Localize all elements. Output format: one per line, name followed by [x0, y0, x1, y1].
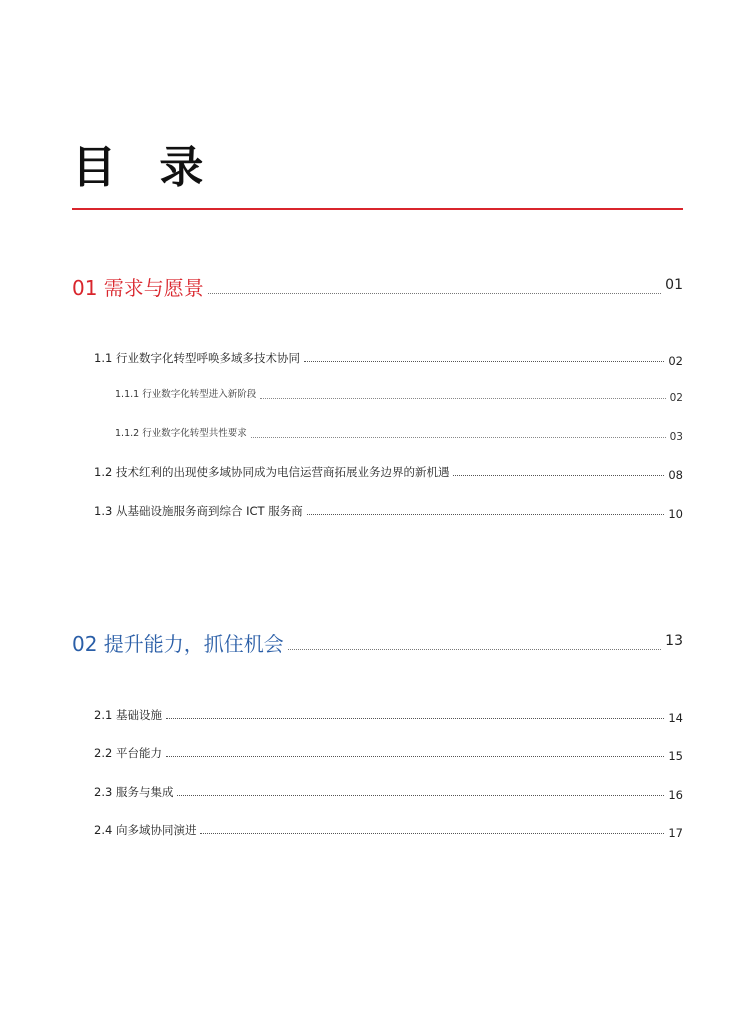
- title-divider: [72, 208, 683, 210]
- toc-section-2-2-page: 15: [668, 749, 683, 763]
- toc-subsection-1-1-2-label: 1.1.2 行业数字化转型共性要求: [115, 428, 247, 439]
- dot-leader: [200, 833, 664, 834]
- toc-section-2-4-page: 17: [668, 826, 683, 840]
- toc-section-2-2-label: 2.2 平台能力: [94, 746, 162, 760]
- toc-chapter-02-page: 13: [665, 633, 683, 649]
- dot-leader: [304, 361, 664, 362]
- toc-chapter-01-page: 01: [665, 277, 683, 293]
- dot-leader: [166, 756, 664, 757]
- toc-subsection-1-1-2-page: 03: [669, 431, 683, 443]
- page-title: 目 录: [72, 142, 218, 193]
- dot-leader: [307, 514, 665, 515]
- dot-leader: [251, 437, 666, 438]
- toc-chapter-02-label: 02 提升能力，抓住机会: [72, 632, 284, 656]
- toc-section-1-2-page: 08: [668, 468, 683, 482]
- toc-section-2-4[interactable]: [94, 822, 683, 838]
- toc-chapter-01-label: 01 需求与愿景: [72, 276, 204, 300]
- dot-leader: [177, 795, 664, 796]
- toc-section-1-3-label: 1.3 从基础设施服务商到综合 ICT 服务商: [94, 504, 303, 518]
- toc-subsection-1-1-1-page: 02: [669, 392, 683, 404]
- toc-section-1-1-label: 1.1 行业数字化转型呼唤多域多技术协同: [94, 351, 300, 365]
- toc-section-2-3-page: 16: [668, 788, 683, 802]
- toc-subsection-1-1-1-label: 1.1.1 行业数字化转型进入新阶段: [115, 389, 257, 400]
- dot-leader: [166, 718, 664, 719]
- toc-section-2-3[interactable]: [94, 784, 683, 800]
- dot-leader: [453, 475, 664, 476]
- dot-leader: [208, 293, 661, 294]
- toc-section-2-4-label: 2.4 向多域协同演进: [94, 823, 197, 837]
- toc-section-2-1[interactable]: [94, 707, 683, 723]
- toc-section-1-3-page: 10: [668, 507, 683, 521]
- toc-chapter-02[interactable]: [72, 631, 683, 657]
- toc-subsection-1-1-2[interactable]: [115, 427, 683, 441]
- dot-leader: [260, 398, 665, 399]
- toc-section-2-2[interactable]: [94, 745, 683, 761]
- toc-section-2-3-label: 2.3 服务与集成: [94, 785, 174, 799]
- toc-section-1-2-label: 1.2 技术红利的出现使多域协同成为电信运营商拓展业务边界的新机遇: [94, 465, 450, 479]
- toc-section-1-2[interactable]: [94, 464, 683, 480]
- toc-section-2-1-label: 2.1 基础设施: [94, 708, 162, 722]
- dot-leader: [288, 649, 661, 650]
- toc-chapter-01[interactable]: [72, 275, 683, 301]
- toc-subsection-1-1-1[interactable]: [115, 388, 683, 402]
- toc-section-2-1-page: 14: [668, 711, 683, 725]
- toc-section-1-1[interactable]: [94, 350, 683, 366]
- toc-section-1-3[interactable]: [94, 503, 683, 519]
- toc-section-1-1-page: 02: [668, 354, 683, 368]
